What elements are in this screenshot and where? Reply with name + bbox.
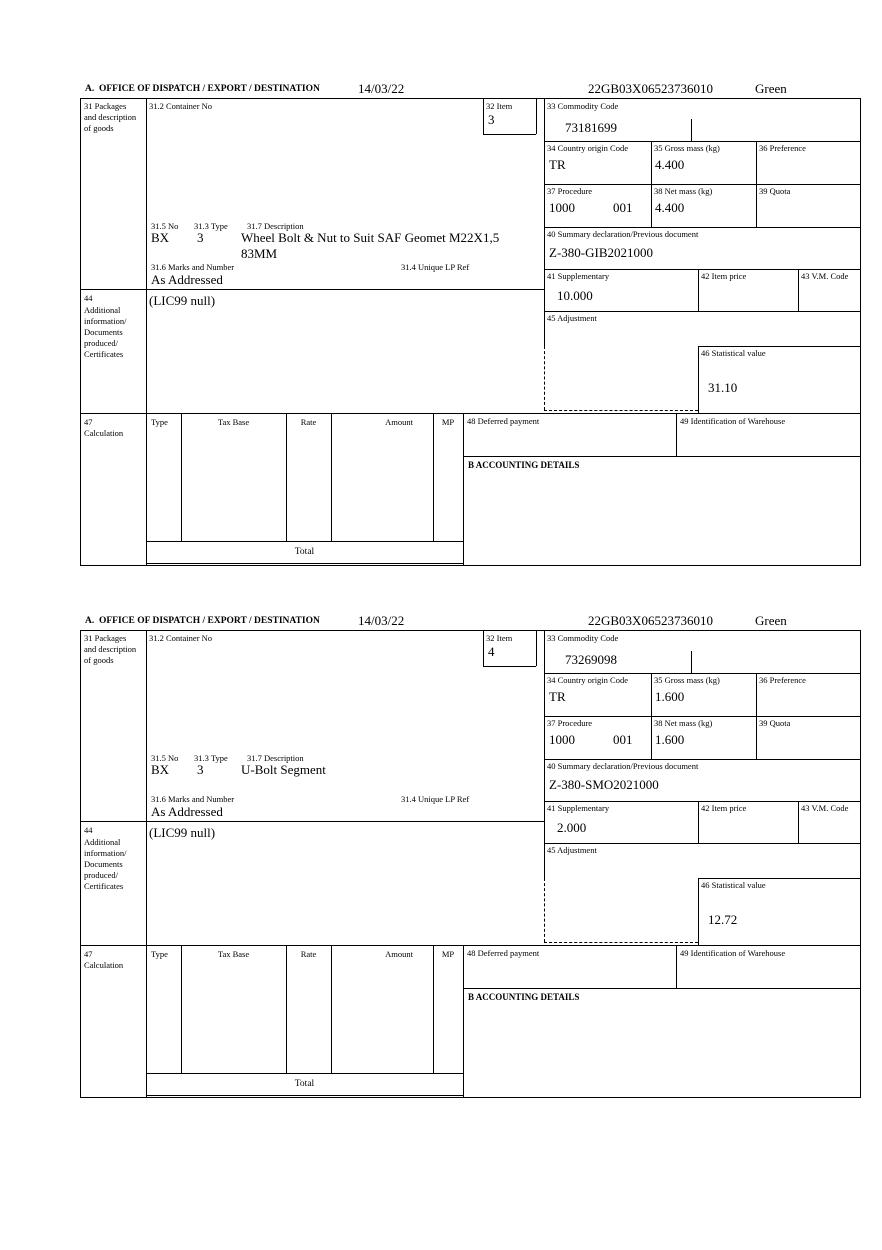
box32-item-label: 32 Item bbox=[486, 101, 513, 111]
divider-line bbox=[146, 1073, 463, 1074]
box38-net-mass-label: 38 Net mass (kg) bbox=[654, 718, 713, 728]
item-number-value: 3 bbox=[488, 112, 495, 127]
routing-status: Green bbox=[755, 81, 787, 96]
box31-2-container-no-label: 31.2 Container No bbox=[149, 633, 213, 643]
gross-mass-value: 1.600 bbox=[655, 689, 685, 704]
box31-4-unique-lp-ref-label: 31.4 Unique LP Ref bbox=[401, 794, 470, 804]
box31-5-no-label: 31.5 No bbox=[151, 221, 179, 231]
supplementary-value: 2.000 bbox=[557, 820, 587, 835]
box39-quota-label: 39 Quota bbox=[759, 718, 791, 728]
divider-line bbox=[81, 945, 860, 946]
statistical-value: 31.10 bbox=[708, 380, 738, 395]
calc-col-mp-label: MP bbox=[441, 417, 455, 427]
box39-quota-label: 39 Quota bbox=[759, 186, 791, 196]
declaration-item-section bbox=[80, 612, 861, 1098]
divider-line bbox=[146, 563, 463, 564]
divider-line bbox=[698, 801, 699, 843]
divider-line bbox=[544, 801, 861, 802]
box47-number-label: 47 bbox=[84, 949, 93, 959]
packages-no-value: BX bbox=[151, 762, 170, 777]
dashed-divider-line bbox=[544, 878, 545, 942]
box31-7-description-label: 31.7 Description bbox=[247, 221, 304, 231]
packages-type-value: 3 bbox=[197, 762, 204, 777]
box36-preference-label: 36 Preference bbox=[759, 143, 806, 153]
box31-packages-label: 31 Packages and description of goods bbox=[84, 633, 137, 665]
box47-calculation-label: Calculation bbox=[84, 960, 124, 970]
summary-declaration-value: Z-380-GIB2021000 bbox=[549, 245, 653, 260]
calc-col-rate-label: Rate bbox=[300, 949, 317, 959]
net-mass-value: 4.400 bbox=[655, 200, 685, 215]
section-header bbox=[80, 80, 861, 98]
divider-line bbox=[691, 651, 692, 673]
box35-gross-mass-label: 35 Gross mass (kg) bbox=[654, 143, 720, 153]
box31-3-type-label: 31.3 Type bbox=[194, 221, 228, 231]
procedure-extra-value: 001 bbox=[613, 200, 633, 215]
dashed-divider-line bbox=[544, 942, 698, 943]
additional-information-value: (LIC99 null) bbox=[149, 293, 216, 308]
divider-line bbox=[544, 631, 545, 878]
commodity-code-value: 73181699 bbox=[565, 120, 617, 135]
divider-line bbox=[536, 631, 537, 666]
divider-line bbox=[331, 945, 332, 1073]
calc-col-amount-label: Amount bbox=[385, 949, 413, 959]
divider-line bbox=[698, 878, 861, 879]
box40-summary-declaration-label: 40 Summary declaration/Previous document bbox=[547, 761, 699, 771]
additional-information-value: (LIC99 null) bbox=[149, 825, 216, 840]
packages-no-value: BX bbox=[151, 230, 170, 245]
box45-adjustment-label: 45 Adjustment bbox=[547, 313, 597, 323]
dashed-divider-line bbox=[544, 346, 545, 410]
divider-line bbox=[676, 413, 677, 456]
divider-line bbox=[81, 413, 860, 414]
box42-item-price-label: 42 Item price bbox=[701, 271, 747, 281]
box37-procedure-label: 37 Procedure bbox=[547, 186, 593, 196]
divider-line bbox=[433, 413, 434, 541]
box41-supplementary-label: 41 Supplementary bbox=[547, 271, 610, 281]
divider-line bbox=[146, 631, 147, 1097]
goods-description-value: Wheel Bolt & Nut to Suit SAF Geomet M22X1,5 83MM bbox=[241, 230, 500, 261]
calc-col-rate-label: Rate bbox=[300, 417, 317, 427]
divider-line bbox=[544, 843, 861, 844]
item-number-value: 4 bbox=[488, 644, 495, 659]
section-header bbox=[80, 612, 861, 630]
box34-country-origin-label: 34 Country origin Code bbox=[547, 675, 628, 685]
divider-line bbox=[181, 413, 182, 541]
divider-line bbox=[483, 99, 484, 134]
box44-number-label: 44 bbox=[84, 293, 93, 303]
divider-line bbox=[544, 141, 861, 142]
item-form-box bbox=[80, 98, 861, 566]
box31-packages-label: 31 Packages and description of goods bbox=[84, 101, 137, 133]
divider-line bbox=[463, 945, 464, 1097]
divider-line bbox=[691, 119, 692, 141]
box49-warehouse-label: 49 Identification of Warehouse bbox=[680, 948, 786, 958]
box32-item-label: 32 Item bbox=[486, 633, 513, 643]
divider-line bbox=[544, 716, 861, 717]
calc-col-amount-label: Amount bbox=[385, 417, 413, 427]
divider-line bbox=[286, 945, 287, 1073]
divider-line bbox=[698, 269, 699, 311]
divider-line bbox=[146, 99, 147, 565]
routing-status: Green bbox=[755, 613, 787, 628]
divider-line bbox=[544, 759, 861, 760]
box37-procedure-label: 37 Procedure bbox=[547, 718, 593, 728]
box31-2-container-no-label: 31.2 Container No bbox=[149, 101, 213, 111]
divider-line bbox=[698, 878, 699, 945]
box31-5-no-label: 31.5 No bbox=[151, 753, 179, 763]
dashed-divider-line bbox=[544, 410, 698, 411]
procedure-extra-value: 001 bbox=[613, 732, 633, 747]
calc-total-label: Total bbox=[294, 1079, 315, 1089]
box33-commodity-code-label: 33 Commodity Code bbox=[547, 633, 619, 643]
divider-line bbox=[81, 821, 544, 822]
box33-commodity-code-label: 33 Commodity Code bbox=[547, 101, 619, 111]
box35-gross-mass-label: 35 Gross mass (kg) bbox=[654, 675, 720, 685]
accounting-details-title: B ACCOUNTING DETAILS bbox=[468, 992, 580, 1002]
box48-deferred-payment-label: 48 Deferred payment bbox=[467, 948, 540, 958]
divider-line bbox=[286, 413, 287, 541]
divider-line bbox=[181, 945, 182, 1073]
supplementary-value: 10.000 bbox=[557, 288, 593, 303]
declaration-date: 14/03/22 bbox=[358, 613, 405, 628]
box41-supplementary-label: 41 Supplementary bbox=[547, 803, 610, 813]
accounting-details-title: B ACCOUNTING DETAILS bbox=[468, 460, 580, 470]
box31-6-marks-label: 31.6 Marks and Number bbox=[151, 262, 235, 272]
box43-vm-code-label: 43 V.M. Code bbox=[801, 271, 849, 281]
box34-country-origin-label: 34 Country origin Code bbox=[547, 143, 628, 153]
box49-warehouse-label: 49 Identification of Warehouse bbox=[680, 416, 786, 426]
box44-additional-info-label: Additional information/ Documents produced/ Certificates bbox=[84, 305, 127, 359]
divider-line bbox=[544, 99, 545, 346]
box31-7-description-label: 31.7 Description bbox=[247, 753, 304, 763]
divider-line bbox=[544, 227, 861, 228]
procedure-value: 1000 bbox=[549, 732, 575, 747]
box44-additional-info-label: Additional information/ Documents produced/ Certificates bbox=[84, 837, 127, 891]
commodity-code-value: 73269098 bbox=[565, 652, 617, 667]
calc-col-type-label: Type bbox=[151, 949, 168, 959]
divider-line bbox=[544, 673, 861, 674]
marks-and-number-value: As Addressed bbox=[151, 804, 223, 819]
gross-mass-value: 4.400 bbox=[655, 157, 685, 172]
country-origin-value: TR bbox=[549, 689, 566, 704]
divider-line bbox=[331, 413, 332, 541]
declaration-date: 14/03/22 bbox=[358, 81, 405, 96]
box46-statistical-value-label: 46 Statistical value bbox=[701, 348, 766, 358]
divider-line bbox=[463, 456, 860, 457]
divider-line bbox=[463, 413, 464, 565]
divider-line bbox=[698, 346, 699, 413]
divider-line bbox=[544, 311, 861, 312]
declaration-reference: 22GB03X06523736010 bbox=[588, 613, 713, 628]
box44-number-label: 44 bbox=[84, 825, 93, 835]
office-of-dispatch-title: A. OFFICE OF DISPATCH / EXPORT / DESTINATION bbox=[85, 616, 320, 626]
declaration-item-section bbox=[80, 80, 861, 566]
divider-line bbox=[798, 801, 799, 843]
divider-line bbox=[483, 666, 536, 667]
divider-line bbox=[544, 184, 861, 185]
packages-type-value: 3 bbox=[197, 230, 204, 245]
box42-item-price-label: 42 Item price bbox=[701, 803, 747, 813]
divider-line bbox=[676, 945, 677, 988]
divider-line bbox=[544, 269, 861, 270]
box31-6-marks-label: 31.6 Marks and Number bbox=[151, 794, 235, 804]
box31-4-unique-lp-ref-label: 31.4 Unique LP Ref bbox=[401, 262, 470, 272]
box47-number-label: 47 bbox=[84, 417, 93, 427]
box31-3-type-label: 31.3 Type bbox=[194, 753, 228, 763]
divider-line bbox=[463, 988, 860, 989]
divider-line bbox=[146, 541, 463, 542]
divider-line bbox=[483, 631, 484, 666]
divider-line bbox=[146, 1095, 463, 1096]
calc-total-label: Total bbox=[294, 547, 315, 557]
box46-statistical-value-label: 46 Statistical value bbox=[701, 880, 766, 890]
divider-line bbox=[81, 289, 544, 290]
goods-description-value: U-Bolt Segment bbox=[241, 762, 326, 777]
calc-col-tax-base-label: Tax Base bbox=[217, 949, 250, 959]
office-of-dispatch-title: A. OFFICE OF DISPATCH / EXPORT / DESTINATION bbox=[85, 84, 320, 94]
calc-col-type-label: Type bbox=[151, 417, 168, 427]
country-origin-value: TR bbox=[549, 157, 566, 172]
declaration-reference: 22GB03X06523736010 bbox=[588, 81, 713, 96]
box47-calculation-label: Calculation bbox=[84, 428, 124, 438]
box45-adjustment-label: 45 Adjustment bbox=[547, 845, 597, 855]
box43-vm-code-label: 43 V.M. Code bbox=[801, 803, 849, 813]
calc-col-mp-label: MP bbox=[441, 949, 455, 959]
box38-net-mass-label: 38 Net mass (kg) bbox=[654, 186, 713, 196]
net-mass-value: 1.600 bbox=[655, 732, 685, 747]
box40-summary-declaration-label: 40 Summary declaration/Previous document bbox=[547, 229, 699, 239]
box48-deferred-payment-label: 48 Deferred payment bbox=[467, 416, 540, 426]
item-form-box bbox=[80, 630, 861, 1098]
procedure-value: 1000 bbox=[549, 200, 575, 215]
statistical-value: 12.72 bbox=[708, 912, 738, 927]
divider-line bbox=[798, 269, 799, 311]
calc-col-tax-base-label: Tax Base bbox=[217, 417, 250, 427]
divider-line bbox=[483, 134, 536, 135]
divider-line bbox=[698, 346, 861, 347]
marks-and-number-value: As Addressed bbox=[151, 272, 223, 287]
divider-line bbox=[536, 99, 537, 134]
box36-preference-label: 36 Preference bbox=[759, 675, 806, 685]
summary-declaration-value: Z-380-SMO2021000 bbox=[549, 777, 659, 792]
divider-line bbox=[433, 945, 434, 1073]
